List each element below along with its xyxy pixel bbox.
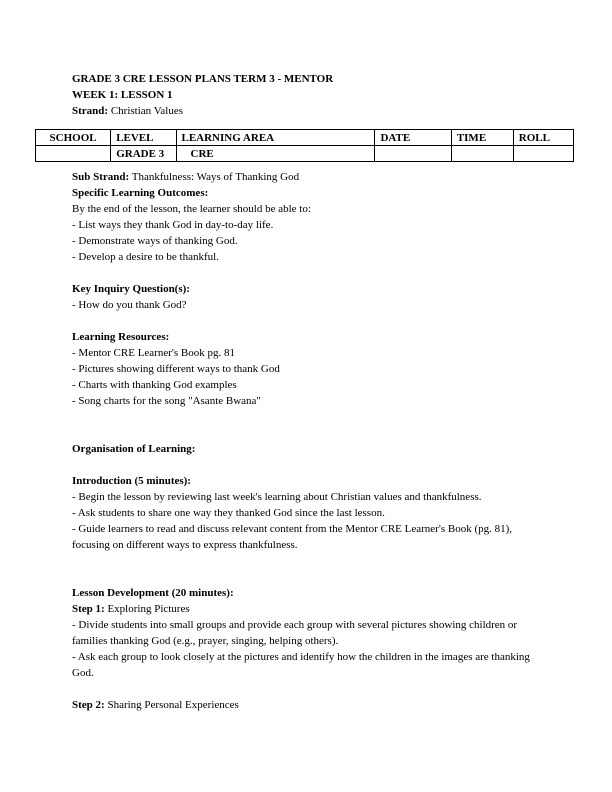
list-item: - Demonstrate ways of thanking God. (72, 235, 238, 247)
list-item: - Divide students into small groups and provide each group with several pictures showing children or families thanking God (e.g., prayer, singing, helping others). (72, 619, 518, 647)
sub-strand-line (72, 169, 542, 185)
outcomes-intro: By the end of the lesson, the learner should be able to: (72, 203, 311, 215)
list-item: - Ask students to share one way they thanked God since the last lesson. (72, 507, 385, 519)
list-item: - List ways they thank God in day-to-day life. (72, 219, 274, 231)
step-1-value: Exploring Pictures (107, 603, 190, 615)
table-header-cell: ROLL (513, 130, 573, 146)
strand-value: Christian Values (110, 105, 184, 117)
introduction-heading: Introduction (5 minutes): (72, 475, 191, 487)
step-2-value: Sharing Personal Experiences (107, 699, 239, 711)
table-cell: GRADE 3 (111, 146, 176, 162)
table-header-cell: LEARNING AREA (176, 130, 375, 146)
list-item: - Begin the lesson by reviewing last week's learning about Christian values and thankfulness. (72, 491, 482, 503)
resources-heading: Learning Resources: (72, 331, 170, 343)
table-header-cell: SCHOOL (36, 130, 111, 146)
table-cell (451, 146, 513, 162)
list-item: - Mentor CRE Learner's Book pg. 81 (72, 347, 235, 359)
table-header-row (36, 130, 574, 146)
strand-line (72, 103, 183, 119)
list-item: - Charts with thanking God examples (72, 379, 237, 391)
step-2-label: Step 2: (72, 699, 105, 711)
step-2-line (72, 697, 542, 713)
table-row (36, 146, 574, 162)
list-item: - Song charts for the song "Asante Bwana" (72, 395, 261, 407)
table-header-cell: TIME (451, 130, 513, 146)
table-cell: CRE (176, 146, 375, 162)
list-item: - Ask each group to look closely at the pictures and identify how the children in the images are thanking God. (72, 651, 530, 679)
list-item: - Pictures showing different ways to thank God (72, 363, 280, 375)
sub-strand-value: Thankfulness: Ways of Thanking God (131, 171, 300, 183)
lesson-info-table (35, 129, 574, 162)
development-heading: Lesson Development (20 minutes): (72, 587, 234, 599)
sub-strand-label: Sub Strand: (72, 171, 130, 183)
table-cell (375, 146, 451, 162)
page-title: GRADE 3 CRE LESSON PLANS TERM 3 - MENTOR (72, 73, 334, 85)
lesson-body (72, 169, 542, 713)
table-cell (36, 146, 111, 162)
outcomes-heading: Specific Learning Outcomes: (72, 187, 209, 199)
table-header-cell: DATE (375, 130, 451, 146)
table-header-cell: LEVEL (111, 130, 176, 146)
inquiry-heading: Key Inquiry Question(s): (72, 283, 190, 295)
step-1-line (72, 601, 542, 617)
step-1-label: Step 1: (72, 603, 105, 615)
strand-label: Strand: (72, 105, 109, 117)
list-item: - How do you thank God? (72, 299, 187, 311)
organisation-heading: Organisation of Learning: (72, 443, 196, 455)
list-item: - Develop a desire to be thankful. (72, 251, 219, 263)
week-lesson-heading: WEEK 1: LESSON 1 (72, 89, 173, 101)
table-cell (513, 146, 573, 162)
list-item: - Guide learners to read and discuss relevant content from the Mentor CRE Learner's Book (pg. 81), focusing on different ways to express thankfulness. (72, 523, 513, 551)
